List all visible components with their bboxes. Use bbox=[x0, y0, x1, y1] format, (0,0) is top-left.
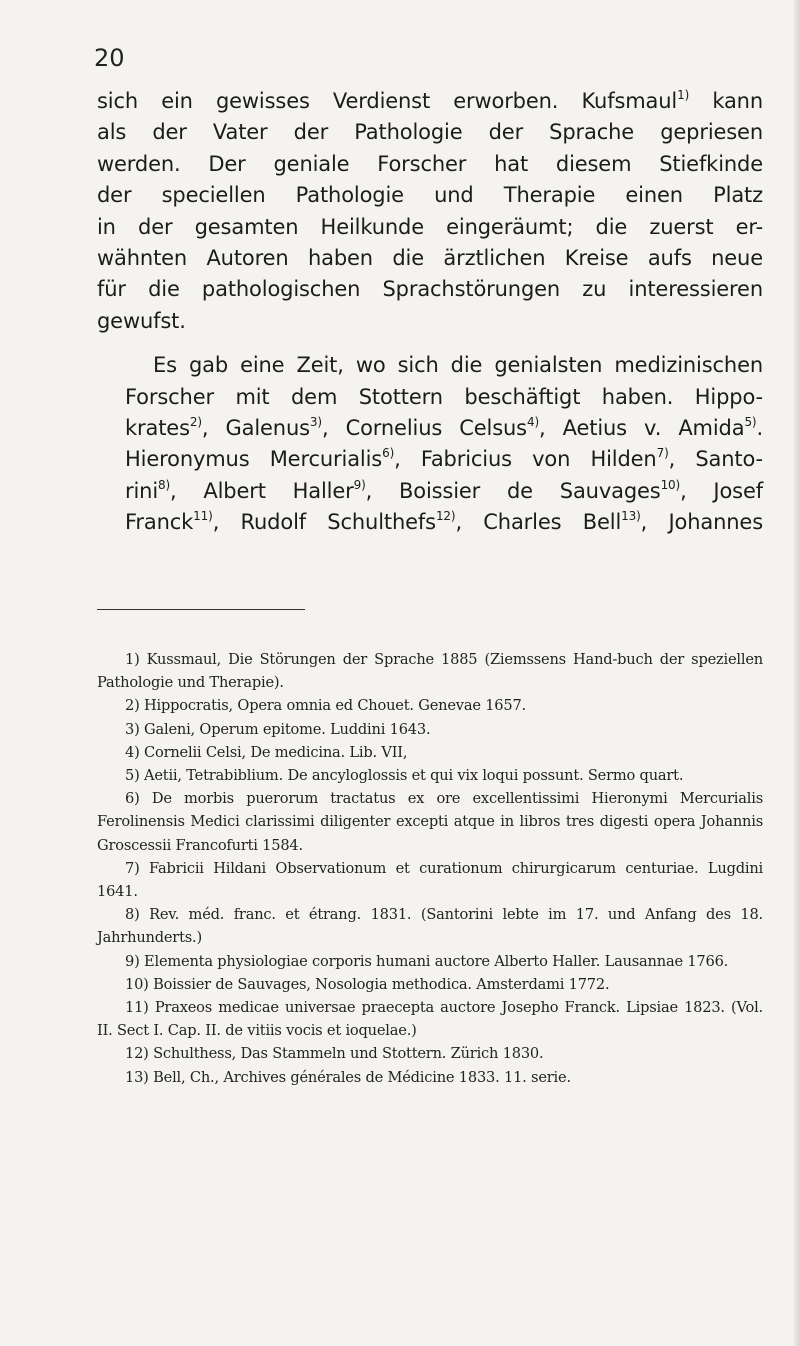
body-line: rini$^{8)}$, Albert Haller$^{9)}$, Boissier de Sauvages$^{10)}$, Josef bbox=[125, 477, 763, 503]
footnote: 12) Schulthess, Das Stammeln und Stottern. Zürich 1830. bbox=[125, 1045, 544, 1063]
footnote-marker[interactable]: 13) bbox=[621, 509, 641, 524]
footnote: 10) Boissier de Sauvages, Nosologia methodica. Amsterdami 1772. bbox=[125, 975, 610, 993]
page-edge bbox=[794, 0, 800, 1346]
footnote-rule bbox=[97, 609, 305, 610]
footnote: 1) Kussmaul, Die Störungen der Sprache 1885 (Ziemssens Hand-buch der speziellen Pathologie und Therapie). bbox=[97, 651, 763, 692]
footnote-marker[interactable]: 9) bbox=[353, 477, 366, 492]
footnote-marker[interactable]: 5) bbox=[744, 415, 757, 430]
footnote-marker[interactable]: 12) bbox=[435, 509, 456, 524]
body-line: wähnten Autoren haben die ärztlichen Kreise aufs neue bbox=[97, 246, 763, 271]
main-text bbox=[97, 86, 763, 539]
body-line: krates$^{2)}$, Galenus$^{3)}$, Cornelius Celsus$^{4)}$, Aetius v. Amida$^{5)}$. bbox=[125, 415, 763, 441]
page-number: 20 bbox=[94, 44, 125, 72]
footnote-marker[interactable]: 4) bbox=[526, 415, 539, 430]
body-line: für die pathologischen Sprachstörungen zu interessieren bbox=[97, 277, 763, 302]
footnote-marker[interactable]: 11) bbox=[193, 509, 213, 524]
footnote: 13) Bell, Ch., Archives générales de Médicine 1833. 11. serie. bbox=[125, 1068, 571, 1086]
footnote: 8) Rev. méd. franc. et étrang. 1831. (Santorini lebte im 17. und Anfang des 18. Jahrhunderts.) bbox=[97, 906, 763, 947]
footnote-marker[interactable]: 6) bbox=[382, 446, 395, 461]
body-line: sich ein gewisses Verdienst erworben. Kufsmaul$^{1)}$ kann bbox=[97, 88, 763, 113]
body-line: gewufst. bbox=[97, 308, 186, 333]
footnote: 4) Cornelii Celsi, De medicina. Lib. VII, bbox=[125, 743, 408, 761]
body-line: Hieronymus Mercurialis$^{6)}$, Fabricius von Hilden$^{7)}$, Santo- bbox=[125, 446, 763, 472]
body-line: Forscher mit dem Stottern beschäftigt haben. Hippo- bbox=[125, 384, 763, 409]
footnote: 6) De morbis puerorum tractatus ex ore excellentissimi Hieronymi Mercurialis Ferolinensis Medici clarissimi diligenter excepti atque in libros tres digesti opera Johannis Groscessii Francofurti 1584. bbox=[97, 790, 763, 854]
body-line: als der Vater der Pathologie der Sprache gepriesen bbox=[97, 120, 763, 145]
body-line: der speciellen Pathologie und Therapie einen Platz bbox=[97, 183, 763, 208]
footnote: 11) Praxeos medicae universae praecepta auctore Josepho Franck. Lipsiae 1823. (Vol. II. Sect I. Cap. II. de vitiis vocis et ioquelae.) bbox=[97, 999, 763, 1040]
footnote-marker[interactable]: 8) bbox=[158, 477, 171, 492]
footnote-marker[interactable]: 2) bbox=[189, 415, 202, 430]
footnote: 7) Fabricii Hildani Observationum et curationum chirurgicarum centuriae. Lugdini 1641. bbox=[97, 859, 763, 901]
paragraph-2 bbox=[97, 350, 763, 538]
footnote: 2) Hippocratis, Opera omnia ed Chouet. Genevae 1657. bbox=[125, 697, 526, 715]
footnote-marker[interactable]: 7) bbox=[656, 446, 669, 461]
footnote: 3) Galeni, Operum epitome. Luddini 1643. bbox=[125, 720, 431, 738]
body-line: in der gesamten Heilkunde eingeräumt; die zuerst er- bbox=[97, 214, 763, 239]
body-line: Es gab eine Zeit, wo sich die genialsten medizinischen bbox=[153, 353, 763, 378]
footnote-marker[interactable]: 10) bbox=[660, 477, 681, 492]
paragraph-1 bbox=[97, 86, 763, 337]
footnote: 5) Aetii, Tetrabiblium. De ancyloglossis et qui vix loqui possunt. Sermo quart. bbox=[125, 767, 684, 785]
footnote-marker[interactable]: 1) bbox=[677, 88, 690, 102]
body-line: Franck$^{11)}$, Rudolf Schulthefs$^{12)}$, Charles Bell$^{13)}$, Johannes bbox=[125, 509, 763, 535]
body-line: werden. Der geniale Forscher hat diesem Stiefkinde bbox=[97, 151, 763, 176]
footnote-marker[interactable]: 3) bbox=[309, 415, 322, 430]
footnotes bbox=[97, 648, 763, 1089]
footnote: 9) Elementa physiologiae corporis humani auctore Alberto Haller. Lausannae 1766. bbox=[125, 952, 729, 970]
